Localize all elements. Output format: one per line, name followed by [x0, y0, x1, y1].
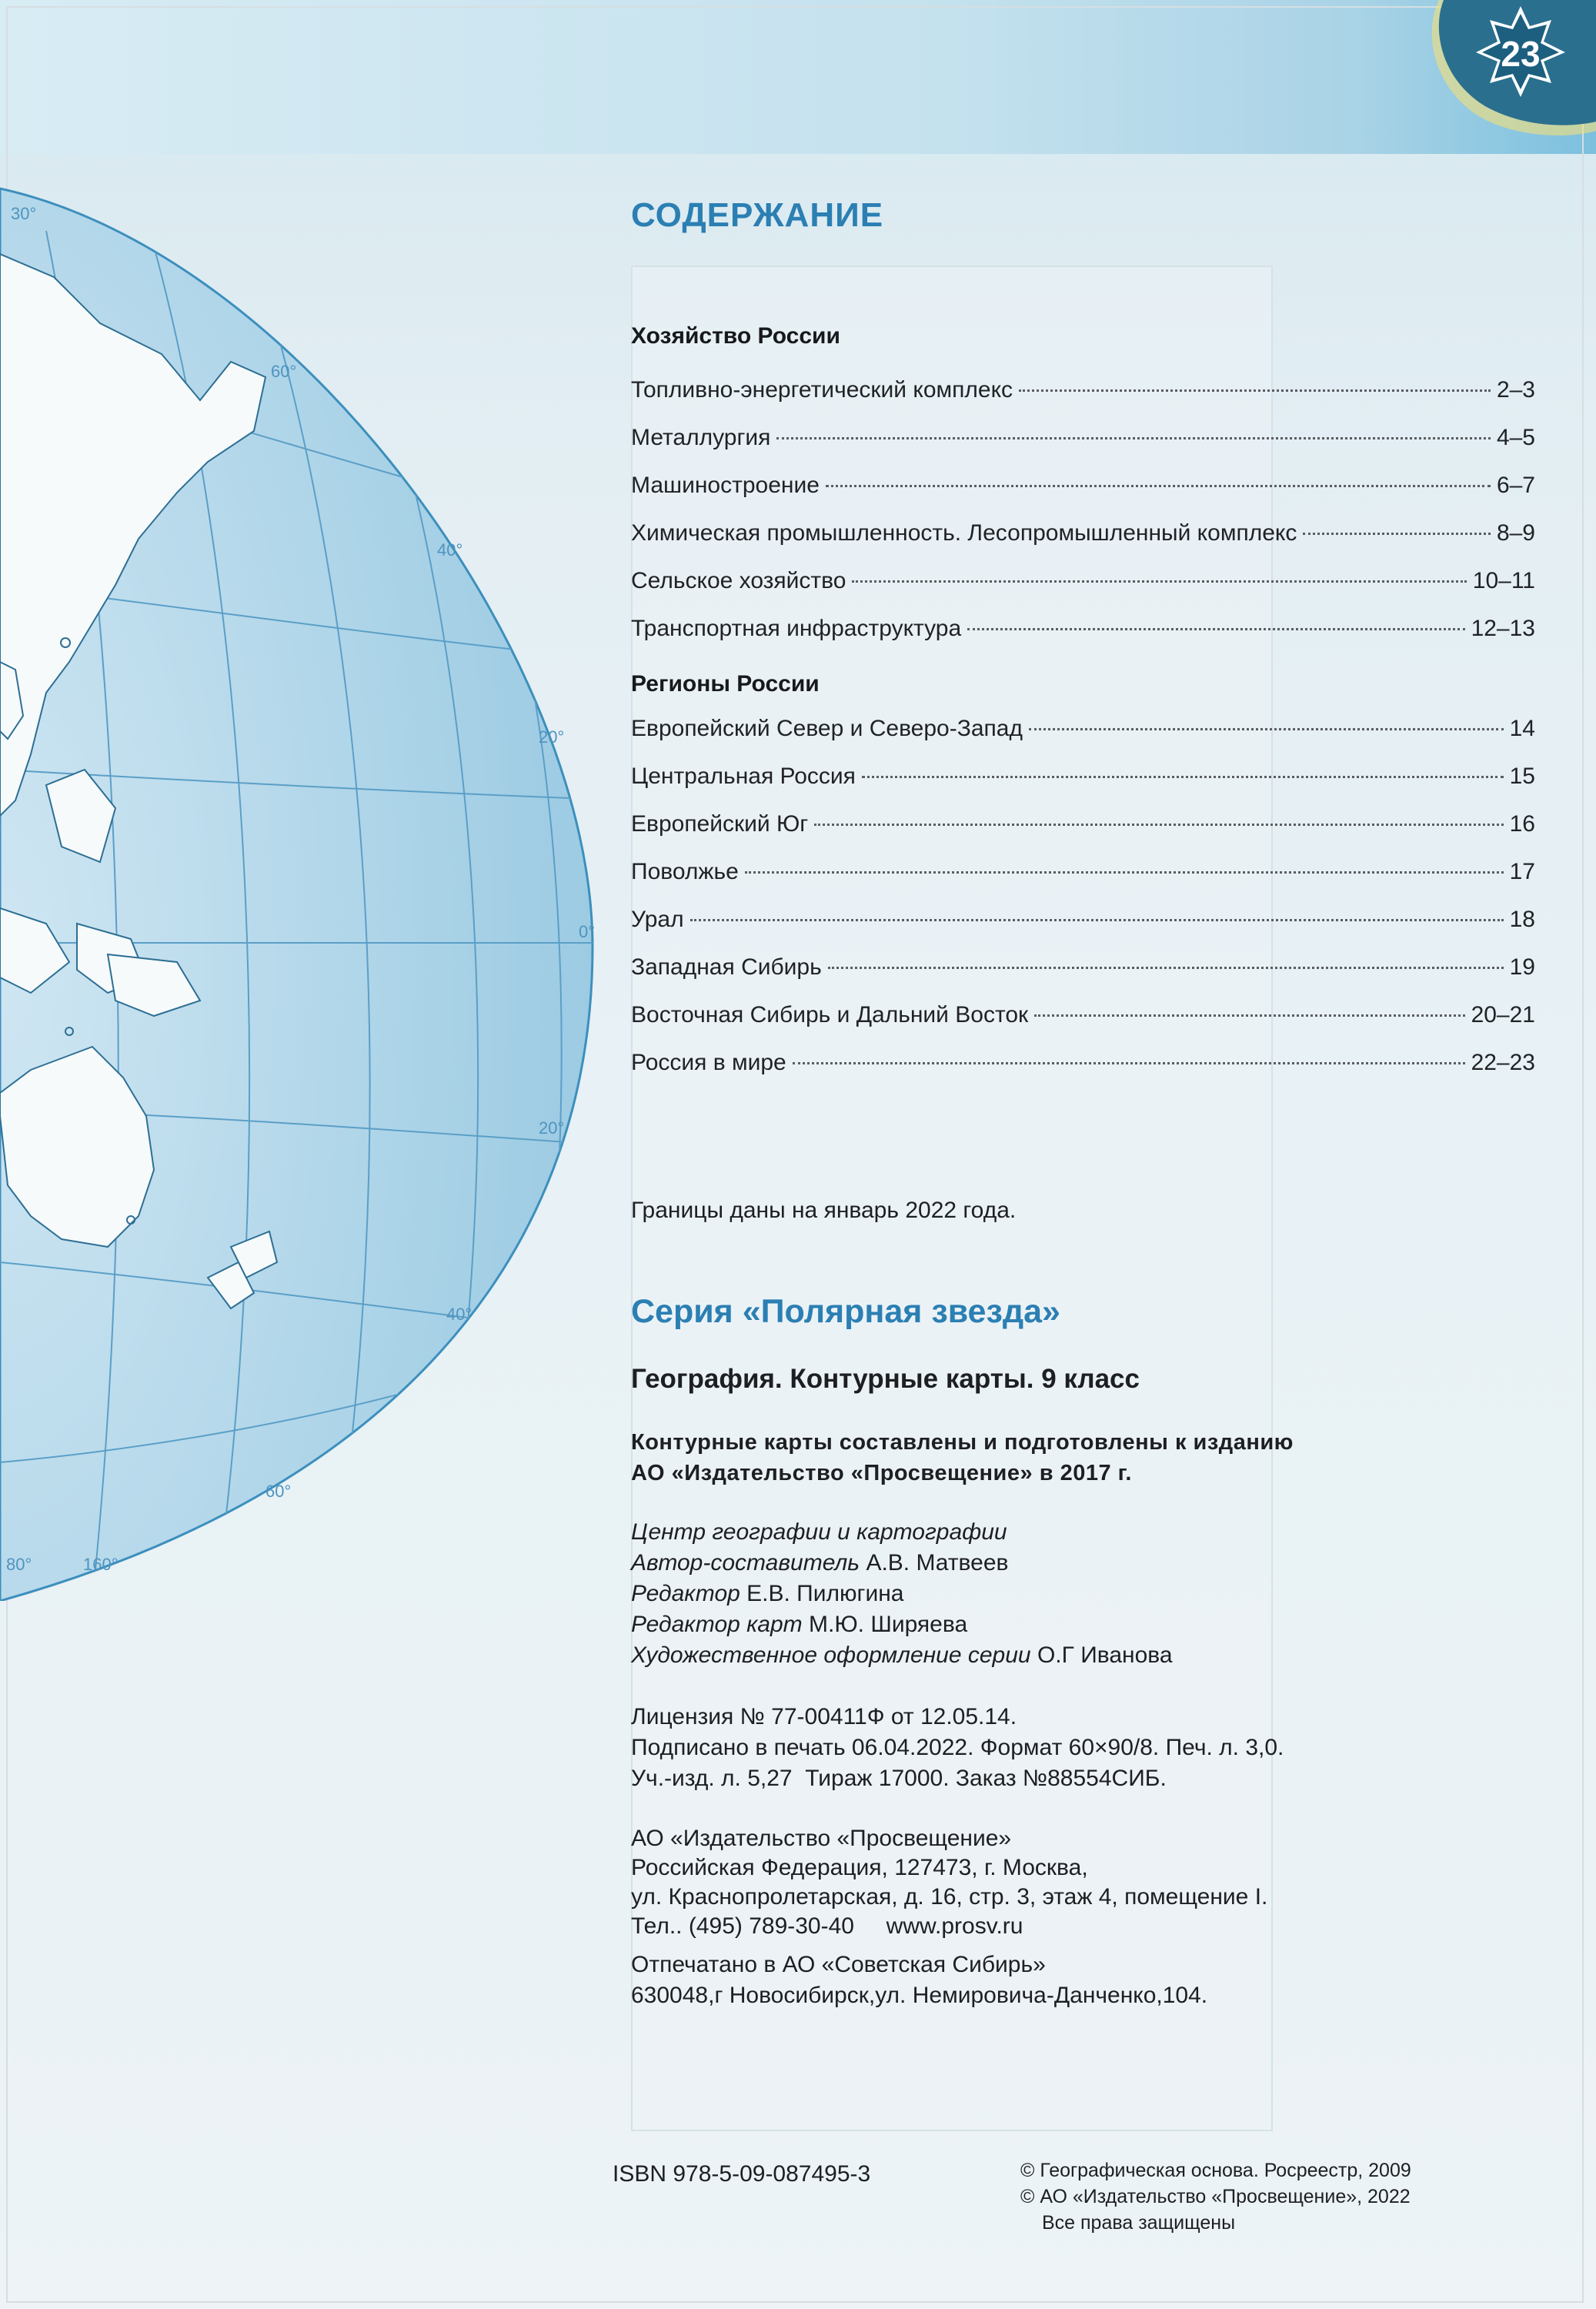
- lat-label: 40°: [446, 1305, 472, 1324]
- toc-item[interactable]: [631, 716, 1535, 750]
- publisher-line: Тел.. (495) 789-30-40 www.prosv.ru: [631, 1913, 1023, 1939]
- toc-item-label: Металлургия: [631, 425, 771, 450]
- credit-name: А.В. Матвеев: [866, 1550, 1009, 1576]
- toc-item-pages: 22–23: [1471, 1050, 1535, 1075]
- lat-label: 0°: [579, 922, 596, 941]
- toc-item-pages: 18: [1509, 907, 1535, 932]
- lat-label: 60°: [271, 362, 297, 381]
- credit-name: Е.В. Пилюгина: [746, 1581, 904, 1606]
- lon-label: 80°: [6, 1555, 32, 1574]
- toc-leader: [1029, 728, 1504, 730]
- credit-role: Художественное оформление серии: [631, 1642, 1031, 1668]
- toc-item-pages: 20–21: [1471, 1002, 1535, 1028]
- toc-item[interactable]: [631, 907, 1535, 941]
- toc-item-pages: 19: [1509, 954, 1535, 980]
- toc-item-pages: 14: [1509, 716, 1535, 741]
- lon-label: 160°: [83, 1555, 119, 1574]
- toc-leader: [814, 824, 1503, 826]
- credit-role: Редактор: [631, 1581, 740, 1606]
- copyright-line: © Географическая основа. Росреестр, 2009: [1020, 2160, 1411, 2181]
- toc-item-pages: 15: [1509, 764, 1535, 789]
- credit-role: Центр географии и картографии: [631, 1519, 1007, 1545]
- section-title-regions: Регионы России: [631, 671, 820, 697]
- toc-item-label: Европейский Север и Северо-Запад: [631, 716, 1023, 741]
- book-title: География. Контурные карты. 9 класс: [631, 1364, 1140, 1394]
- credit-role: Автор-составитель: [631, 1550, 860, 1576]
- credit-line: [631, 1642, 1173, 1669]
- toc-leader: [828, 967, 1504, 969]
- lat-label: 20°: [539, 727, 565, 747]
- toc-item[interactable]: [631, 811, 1535, 845]
- toc-item-label: Восточная Сибирь и Дальний Восток: [631, 1002, 1029, 1028]
- toc-item-pages: 12–13: [1471, 616, 1535, 641]
- series-title: Серия «Полярная звезда»: [631, 1293, 1060, 1330]
- toc-leader: [852, 580, 1466, 583]
- toc-item[interactable]: [631, 377, 1535, 411]
- toc-item-pages: 6–7: [1496, 473, 1535, 498]
- toc-leader: [1034, 1014, 1464, 1017]
- credit-role: Редактор карт: [631, 1612, 803, 1637]
- prepared-line: Контурные карты составлены и подготовлены к изданию: [631, 1430, 1294, 1455]
- toc-item[interactable]: [631, 520, 1535, 554]
- toc-leader: [967, 628, 1464, 630]
- license-line: Уч.-изд. л. 5,27 Тираж 17000. Заказ №88554СИБ.: [631, 1766, 1167, 1791]
- toc-leader: [1019, 389, 1491, 392]
- credit-line: [631, 1581, 903, 1607]
- toc-item-label: Химическая промышленность. Лесопромышленный комплекс: [631, 520, 1297, 546]
- toc-item-label: Центральная Россия: [631, 764, 856, 789]
- toc-leader: [862, 776, 1504, 778]
- toc-leader: [1303, 533, 1491, 535]
- toc-leader: [826, 485, 1491, 487]
- toc-item-label: Европейский Юг: [631, 811, 809, 837]
- toc-item-label: Транспортная инфраструктура: [631, 616, 962, 641]
- toc-item[interactable]: [631, 1050, 1535, 1084]
- credit-line: [631, 1519, 1007, 1545]
- toc-item-label: Западная Сибирь: [631, 954, 822, 980]
- publisher-line: Российская Федерация, 127473, г. Москва,: [631, 1855, 1088, 1880]
- printer-line: Отпечатано в АО «Советская Сибирь»: [631, 1952, 1046, 1977]
- prepared-line: АО «Издательство «Просвещение» в 2017 г.: [631, 1461, 1132, 1485]
- toc-item-pages: 8–9: [1496, 520, 1535, 546]
- toc-leader: [776, 437, 1491, 439]
- publisher-line: ул. Краснопролетарская, д. 16, стр. 3, этаж 4, помещение I.: [631, 1884, 1268, 1910]
- world-map-fragment: [0, 0, 631, 1601]
- toc-item[interactable]: [631, 616, 1535, 650]
- toc-item-label: Поволжье: [631, 859, 739, 884]
- toc-item-label: Топливно-энергетический комплекс: [631, 377, 1013, 403]
- toc-leader: [745, 871, 1504, 874]
- page-number-badge: [1416, 0, 1596, 154]
- lat-label: 30°: [11, 204, 37, 223]
- toc-item-pages: 16: [1509, 811, 1535, 837]
- license-line: Подписано в печать 06.04.2022. Формат 60×90/8. Печ. л. 3,0.: [631, 1735, 1284, 1760]
- lat-label: 20°: [539, 1118, 565, 1138]
- page-number: 23: [1501, 34, 1541, 74]
- credit-line: [631, 1550, 1008, 1576]
- license-line: Лицензия № 77-00411Ф от 12.05.14.: [631, 1704, 1017, 1729]
- isbn: ISBN 978-5-09-087495-3: [613, 2161, 871, 2187]
- printer-line: 630048,г Новосибирск,ул. Немировича-Данченко,104.: [631, 1983, 1208, 2008]
- credit-line: [631, 1612, 967, 1638]
- toc-leader: [793, 1062, 1465, 1064]
- toc-item-label: Машиностроение: [631, 473, 820, 498]
- contents-title: СОДЕРЖАНИЕ: [631, 196, 884, 234]
- lat-label: 60°: [265, 1482, 292, 1501]
- borders-note: Границы даны на январь 2022 года.: [631, 1198, 1017, 1223]
- toc-item-pages: 4–5: [1496, 425, 1535, 450]
- toc-item-pages: 17: [1509, 859, 1535, 884]
- toc-item[interactable]: [631, 764, 1535, 797]
- toc-item[interactable]: [631, 568, 1535, 602]
- toc-item[interactable]: [631, 425, 1535, 459]
- toc-item-label: Сельское хозяйство: [631, 568, 846, 593]
- toc-item[interactable]: [631, 954, 1535, 988]
- credit-name: О.Г Иванова: [1037, 1642, 1173, 1668]
- toc-item-label: Урал: [631, 907, 684, 932]
- copyright-line: © АО «Издательство «Просвещение», 2022: [1020, 2186, 1411, 2207]
- toc-item[interactable]: [631, 1002, 1535, 1036]
- copyright-line: Все права защищены: [1042, 2212, 1236, 2234]
- credit-name: М.Ю. Ширяева: [809, 1612, 968, 1637]
- toc-item-pages: 2–3: [1496, 377, 1535, 403]
- section-title-economy: Хозяйство России: [631, 323, 840, 349]
- toc-item-label: Россия в мире: [631, 1050, 786, 1075]
- toc-item[interactable]: [631, 473, 1535, 506]
- toc-item[interactable]: [631, 859, 1535, 893]
- toc-item-pages: 10–11: [1472, 568, 1535, 593]
- toc-leader: [690, 919, 1504, 921]
- lat-label: 40°: [437, 540, 463, 560]
- publisher-line: АО «Издательство «Просвещение»: [631, 1826, 1012, 1851]
